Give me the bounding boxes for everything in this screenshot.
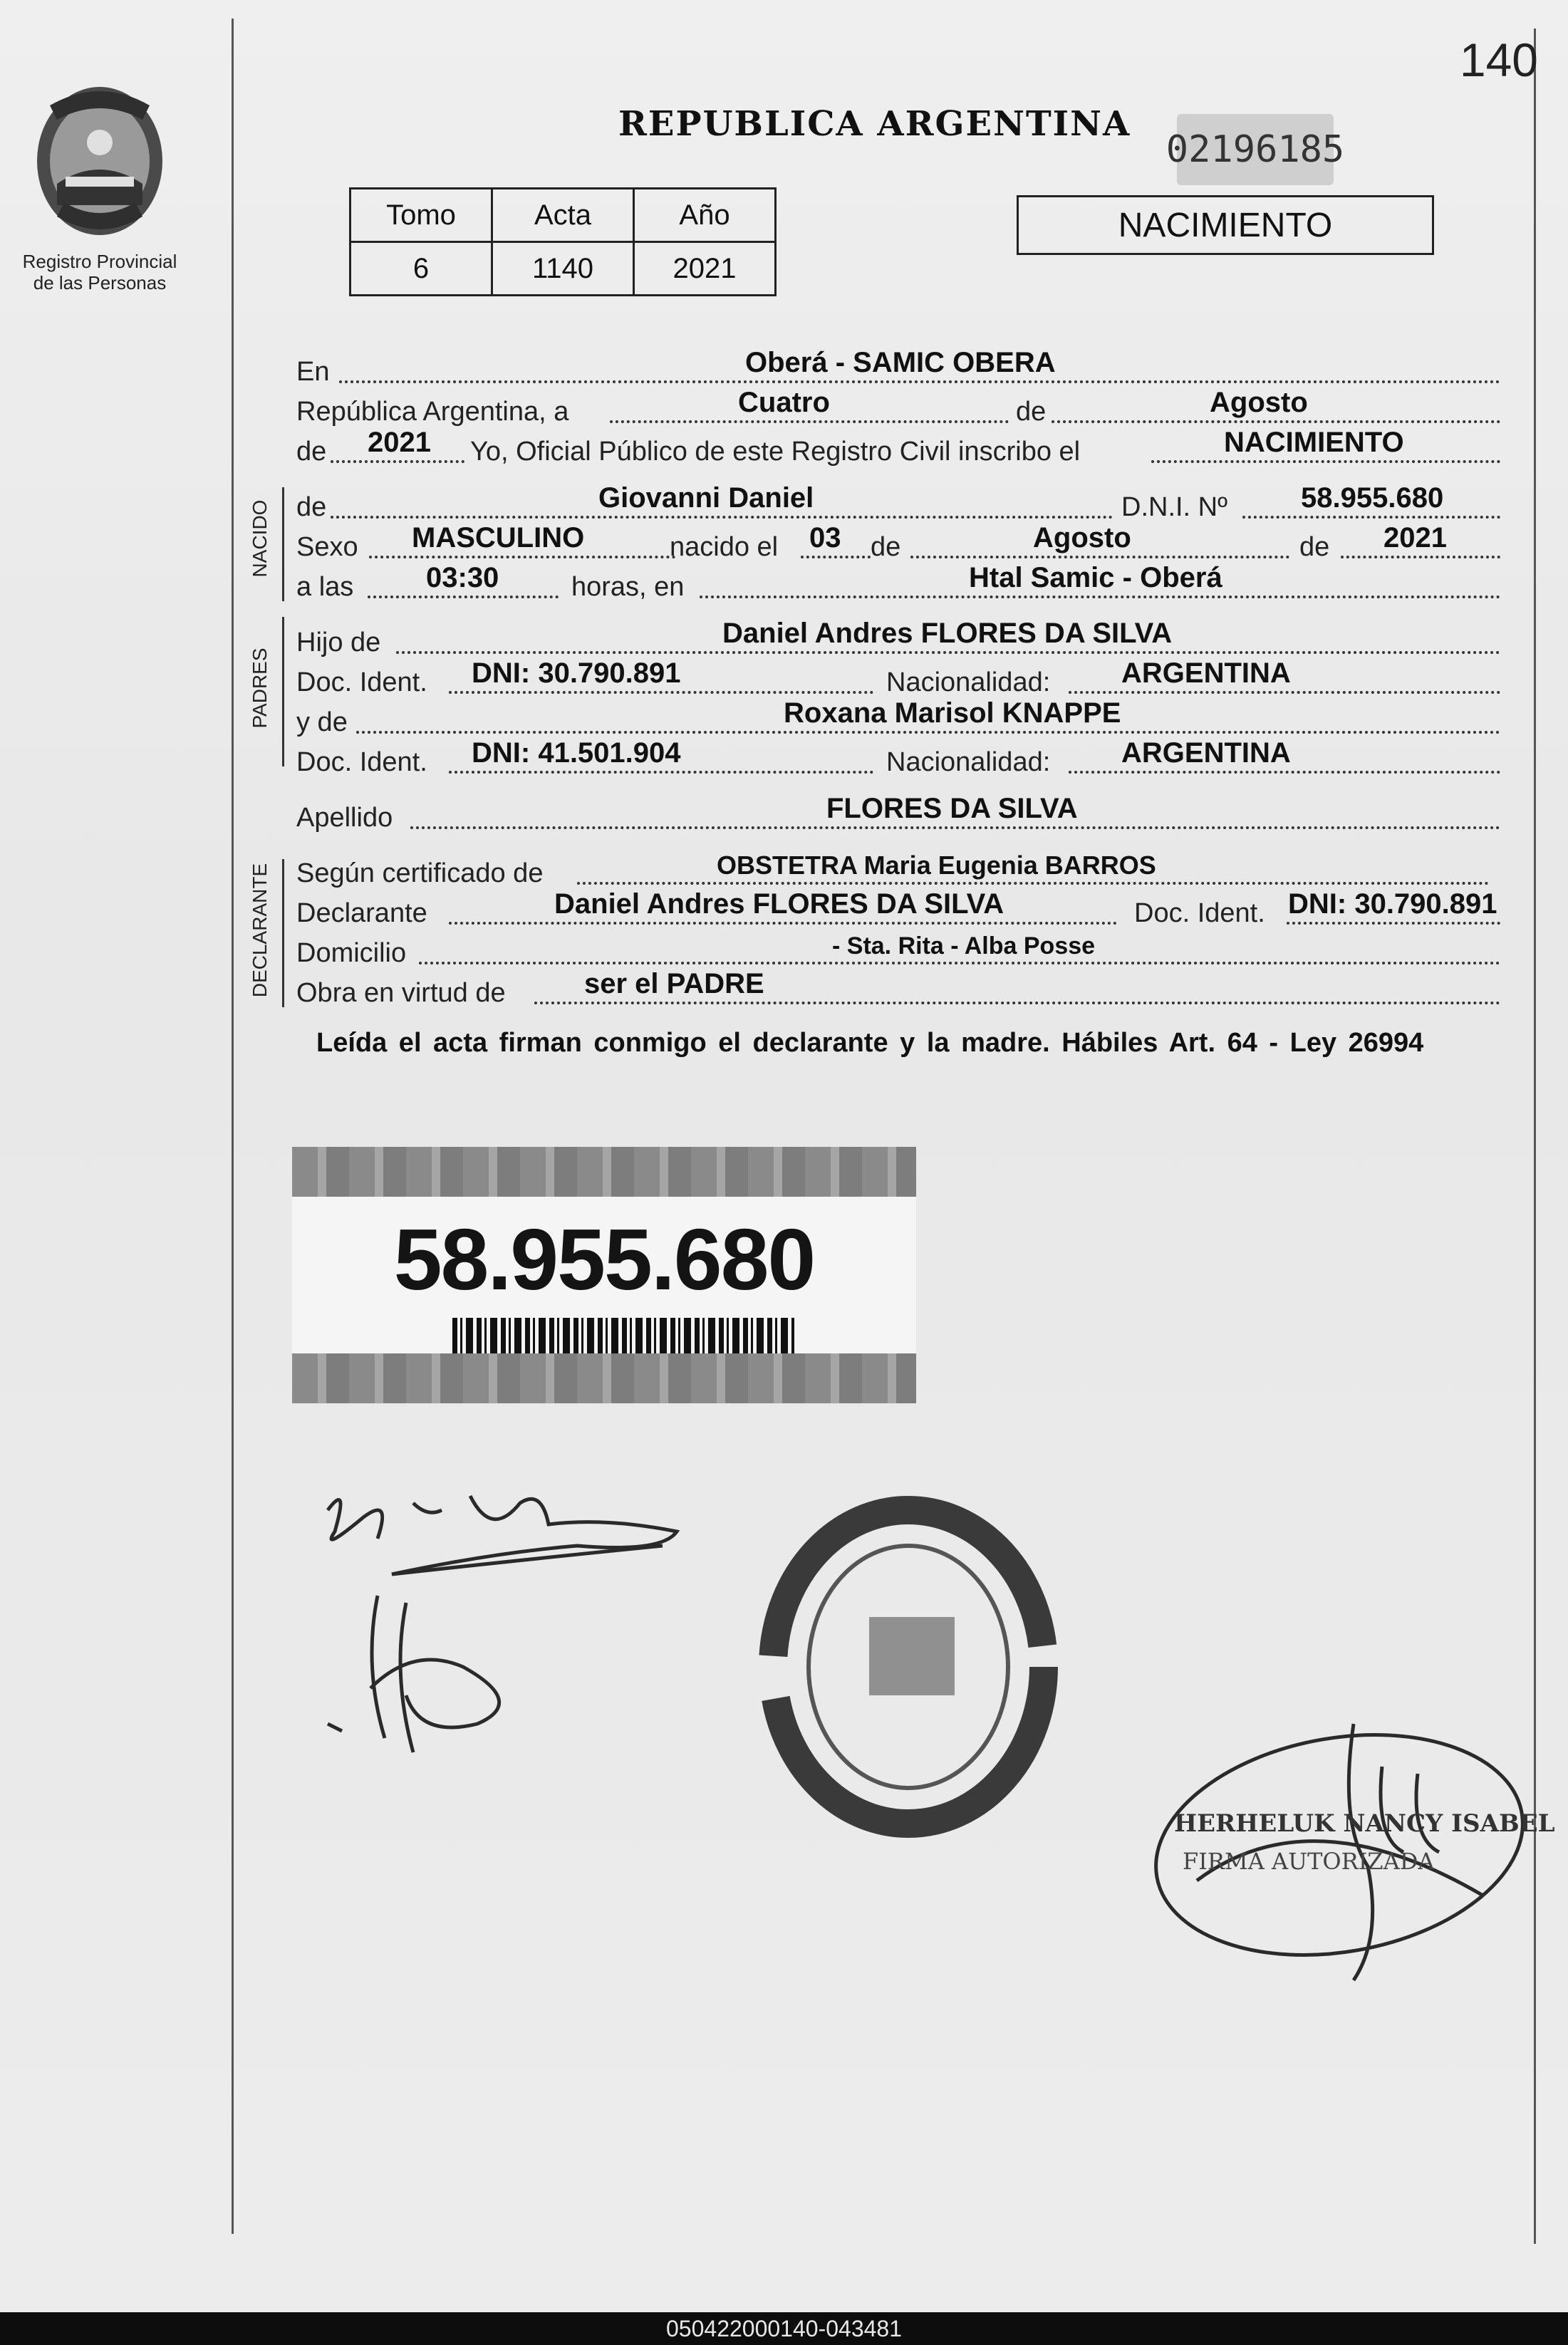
registry-header-ano: Año (634, 189, 776, 242)
label-y-de: y de (296, 707, 348, 737)
signatory-role: FIRMA AUTORIZADA (1183, 1848, 1435, 1875)
bracket-declarante (282, 859, 284, 1007)
dotted-line (1151, 460, 1500, 463)
section-label-nacido: NACIDO (249, 499, 271, 578)
dotted-line (331, 460, 464, 463)
dotted-line (449, 771, 873, 774)
dotted-line (419, 962, 1500, 964)
dotted-line (1341, 556, 1500, 558)
value-birth-month: Agosto (1033, 522, 1131, 553)
label-officer-text: Yo, Oficial Público de este Registro Civil inscribo el (470, 437, 1081, 467)
value-mother-nationality: ARGENTINA (1121, 737, 1291, 769)
value-certificate: OBSTETRA Maria Eugenia BARROS (717, 851, 1156, 880)
value-birth-year: 2021 (1383, 522, 1447, 553)
value-domicile: - Sta. Rita - Alba Posse (832, 932, 1096, 960)
label-de-month: de (1016, 397, 1047, 427)
dotted-line (449, 922, 1117, 925)
left-margin-line (232, 19, 234, 2234)
value-birth-time: 03:30 (426, 562, 499, 593)
dotted-line (610, 420, 1009, 423)
label-nacionalidad-father: Nacionalidad: (886, 667, 1051, 697)
sticker-band-top (292, 1147, 916, 1197)
value-father-doc: DNI: 30.790.891 (472, 657, 681, 689)
document-title: REPUBLICA ARGENTINA (618, 104, 1131, 144)
row-child-name (296, 482, 1500, 523)
dotted-line (801, 556, 871, 558)
dotted-line (339, 380, 1500, 383)
dotted-line (396, 651, 1500, 654)
value-sexo: MASCULINO (412, 522, 585, 553)
label-domicilio: Domicilio (296, 938, 407, 968)
label-doc-ident-declarant: Doc. Ident. (1134, 898, 1265, 928)
authorized-signature (1140, 1681, 1539, 2009)
value-obra: ser el PADRE (584, 968, 764, 999)
row-domicile (296, 933, 1500, 969)
dotted-line (1069, 771, 1500, 774)
logo-caption (7, 251, 192, 293)
value-place: Oberá - SAMIC OBERA (745, 347, 1056, 378)
value-month: Agosto (1210, 387, 1308, 418)
value-mother-name: Roxana Marisol KNAPPE (784, 697, 1121, 729)
value-declarant-name: Daniel Andres FLORES DA SILVA (554, 888, 1004, 920)
dotted-line (1242, 516, 1500, 519)
value-surname: FLORES DA SILVA (826, 793, 1078, 824)
row-father-name (296, 618, 1500, 658)
label-de-birth-year: de (1299, 532, 1330, 562)
value-registration-type: NACIMIENTO (1224, 427, 1404, 458)
act-type-box: NACIMIENTO (1017, 195, 1434, 255)
row-father-doc (296, 657, 1500, 698)
value-child-name: Giovanni Daniel (598, 482, 814, 514)
label-hijo-de: Hijo de (296, 628, 381, 657)
value-birth-place: Htal Samic - Oberá (969, 562, 1222, 593)
label-en: En (296, 357, 330, 387)
registry-table (349, 187, 777, 296)
dotted-line (410, 826, 1500, 829)
bracket-padres (282, 617, 284, 766)
registry-value-acta: 1140 (492, 242, 634, 296)
bracket-nacido (282, 487, 284, 601)
row-sex-birth (296, 522, 1500, 563)
dotted-line (577, 882, 1489, 885)
dotted-line (534, 1002, 1500, 1004)
label-dni: D.N.I. Nº (1121, 492, 1227, 522)
value-birth-day: 03 (809, 522, 841, 553)
label-declarante: Declarante (296, 898, 427, 928)
label-apellido: Apellido (296, 803, 393, 833)
label-de-year: de (296, 437, 327, 467)
dotted-line (368, 596, 559, 598)
dotted-line (449, 691, 873, 694)
row-birth-time (296, 562, 1500, 603)
label-de-birth-month: de (871, 532, 901, 562)
registry-value-ano: 2021 (634, 242, 776, 296)
label-nacionalidad-mother: Nacionalidad: (886, 747, 1051, 777)
row-obra (296, 968, 1500, 1009)
row-date (296, 387, 1500, 427)
province-seal-logo (28, 77, 171, 248)
footer-code: 050422000140-043481 (666, 2316, 902, 2341)
sticker-band-bottom (292, 1353, 916, 1403)
label-sexo: Sexo (296, 532, 358, 562)
logo-caption-line2: de las Personas (33, 272, 167, 293)
registry-header-acta: Acta (492, 189, 634, 242)
logo-caption-line1: Registro Provincial (22, 251, 177, 272)
registry-header-tomo: Tomo (351, 189, 492, 242)
value-father-name: Daniel Andres FLORES DA SILVA (722, 618, 1173, 649)
label-horas-en: horas, en (571, 572, 685, 602)
label-doc-ident-mother: Doc. Ident. (296, 747, 427, 777)
value-dni: 58.955.680 (1301, 482, 1444, 514)
label-a-las: a las (296, 572, 354, 602)
mother-signature (299, 1581, 556, 1795)
row-year (296, 427, 1500, 467)
page-number: 140 (1459, 33, 1538, 86)
dotted-line (1287, 922, 1500, 925)
dotted-line (910, 556, 1289, 558)
value-day-words: Cuatro (738, 387, 830, 418)
dotted-line (700, 596, 1500, 598)
dotted-line (1052, 420, 1500, 423)
registry-value-tomo: 6 (351, 242, 492, 296)
label-obra-en-virtud: Obra en virtud de (296, 978, 506, 1008)
signatory-name: HERHELUK NANCY ISABEL (1174, 1809, 1555, 1838)
sticker-number: 58.955.680 (393, 1211, 815, 1308)
closing-statement: Leída el acta firman conmigo el declarante y la madre. Hábiles Art. 64 - Ley 26994 (316, 1028, 1424, 1058)
value-father-nationality: ARGENTINA (1121, 657, 1291, 689)
label-republica: República Argentina, a (296, 397, 569, 427)
row-certificate (296, 853, 1500, 889)
dotted-line (356, 731, 1500, 734)
dotted-line (369, 556, 675, 558)
value-mother-doc: DNI: 41.501.904 (472, 737, 681, 769)
dotted-line (1069, 691, 1500, 694)
section-label-padres: PADRES (249, 648, 271, 729)
value-declarant-doc: DNI: 30.790.891 (1288, 888, 1497, 920)
section-label-declarante: DECLARANTE (249, 863, 271, 998)
value-year: 2021 (368, 427, 431, 458)
row-mother-doc (296, 737, 1500, 778)
row-surname (296, 793, 1500, 833)
row-mother-name (296, 697, 1500, 738)
dotted-line (331, 516, 1113, 519)
row-declarant (296, 888, 1500, 929)
label-doc-ident-father: Doc. Ident. (296, 667, 427, 697)
dni-sticker (292, 1147, 916, 1403)
label-segun-certificado: Según certificado de (296, 858, 544, 888)
row-place (296, 347, 1500, 388)
serial-number-stamp: 02196185 (1177, 114, 1334, 185)
label-de-name: de (296, 492, 327, 522)
label-nacido-el: nacido el (670, 532, 779, 562)
registry-round-stamp (748, 1475, 1069, 1873)
